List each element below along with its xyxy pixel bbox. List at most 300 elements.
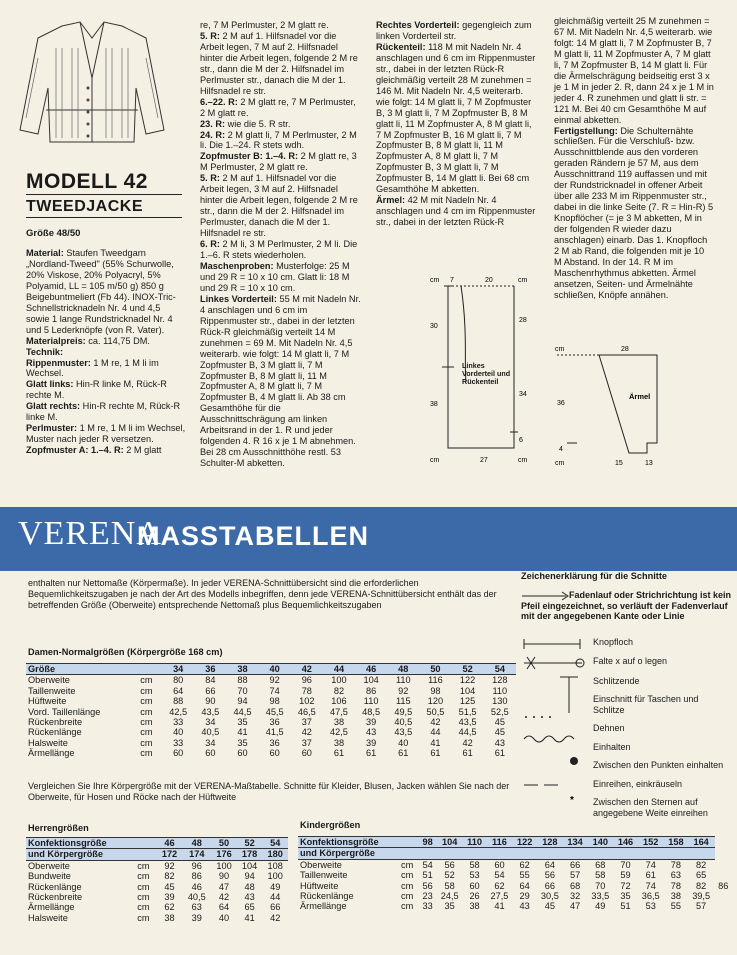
table-cell: 92 bbox=[398, 685, 409, 696]
table-cell bbox=[399, 837, 419, 848]
table-cell: 96 bbox=[191, 860, 202, 871]
kinder-table bbox=[298, 836, 732, 912]
paragraph-heading: 5. R: bbox=[200, 173, 220, 184]
table-cell: 180 bbox=[262, 849, 288, 860]
legend-item-punkte: Zwischen den Punkten einhalten bbox=[593, 760, 724, 770]
table-cell bbox=[563, 848, 587, 859]
schema1-text-27: 27 bbox=[480, 457, 488, 464]
paragraph-heading: Maschenproben: bbox=[200, 260, 274, 271]
table-cell: 40,5 bbox=[201, 727, 220, 738]
table-cell: 41 bbox=[494, 901, 505, 912]
table-cell: 58 bbox=[469, 859, 480, 870]
paragraph-text: 2 M glatt bbox=[123, 445, 162, 456]
table-cell: cm bbox=[137, 860, 150, 871]
table-cell: 128 bbox=[536, 837, 563, 848]
table-cell: 92 bbox=[269, 675, 280, 686]
table-cell: 40,5 bbox=[187, 892, 206, 903]
table-cell bbox=[688, 848, 715, 859]
table-cell: Taillenweite bbox=[300, 870, 348, 881]
table-cell: 64 bbox=[544, 859, 555, 870]
table-cell: 60 bbox=[494, 859, 505, 870]
schema2-text-36: 36 bbox=[557, 400, 565, 407]
table-cell: 164 bbox=[688, 837, 715, 848]
table-header-row bbox=[298, 848, 732, 859]
table-cell: 38 bbox=[670, 891, 682, 902]
table-cell: 36,5 bbox=[641, 891, 660, 902]
table-cell: Halsweite bbox=[28, 912, 68, 923]
table-cell bbox=[536, 848, 563, 859]
table-cell: Taillenweite bbox=[28, 685, 76, 696]
table-cell: 49 bbox=[270, 881, 281, 892]
table-cell: 61 bbox=[494, 748, 505, 759]
table-row bbox=[26, 871, 288, 881]
table-cell: 70 bbox=[620, 859, 631, 870]
schema1-text-7: 7 bbox=[450, 277, 454, 284]
table-row bbox=[26, 892, 288, 902]
paragraph-text: 2 M li, 3 M Perlmuster, 2 M li. Die 1.–6. R stets wiederholen. bbox=[200, 239, 358, 261]
table-cell: 66 bbox=[544, 880, 555, 891]
table-cell: 54 bbox=[484, 664, 516, 675]
table-cell: 50 bbox=[211, 838, 237, 849]
table-cell: 45 bbox=[494, 717, 505, 728]
paragraph bbox=[26, 248, 186, 336]
table-cell: 78 bbox=[670, 859, 682, 870]
table-cell: 42 bbox=[218, 892, 230, 903]
table-cell: 33 bbox=[173, 717, 184, 728]
table-cell: 84 bbox=[205, 675, 216, 686]
table-cell: 172 bbox=[157, 849, 183, 860]
paragraph bbox=[200, 119, 362, 130]
table-cell: 55 bbox=[670, 901, 682, 912]
instructions-col-1 bbox=[26, 248, 186, 456]
table-cell: 102 bbox=[299, 696, 315, 707]
table-cell: 110 bbox=[463, 837, 486, 848]
table-cell: 42,5 bbox=[169, 706, 188, 717]
table-cell: 120 bbox=[427, 696, 444, 707]
front-back-schematic bbox=[428, 272, 540, 467]
table-cell: cm bbox=[140, 706, 153, 717]
table-cell: 41 bbox=[244, 912, 255, 923]
brand-verena: VERENA bbox=[18, 515, 162, 552]
table-cell: 51 bbox=[422, 870, 433, 881]
table-cell: 122 bbox=[459, 675, 476, 686]
table-cell: 44 bbox=[270, 892, 281, 903]
table-cell: 39,5 bbox=[692, 891, 711, 902]
table-cell: 104 bbox=[459, 685, 476, 696]
table-row bbox=[298, 891, 732, 901]
table-cell: 38 bbox=[333, 737, 345, 748]
table-row bbox=[298, 901, 732, 911]
table-cell: Oberweite bbox=[28, 675, 70, 686]
table-cell: 52 bbox=[444, 870, 455, 881]
table-cell: 82 bbox=[333, 685, 345, 696]
table-cell: 100 bbox=[331, 675, 347, 686]
legend-item-sterne: Zwischen den Sternen auf angegebene Weite einreihen bbox=[593, 797, 708, 818]
legend-item-falte: Falte x auf o legen bbox=[593, 656, 668, 666]
paragraph-text: 2 M glatt re, 3 M Perlmuster, 2 M glatt re. bbox=[200, 151, 357, 173]
paragraph-heading: 5. R: bbox=[200, 30, 220, 41]
table-row bbox=[26, 902, 288, 912]
table-cell: 49 bbox=[595, 901, 606, 912]
table-cell: Ärmellänge bbox=[28, 902, 75, 913]
paragraph bbox=[200, 20, 362, 31]
schema2-text-cm-bottom: cm bbox=[555, 460, 565, 467]
table-cell: 41 bbox=[237, 727, 248, 738]
table-cell: Hüftweite bbox=[300, 880, 339, 891]
table-cell: 49,5 bbox=[394, 706, 413, 717]
legend-title: Zeichenerklärung für die Schnitte bbox=[521, 571, 668, 581]
table-cell: 74 bbox=[269, 685, 280, 696]
table-cell: 90 bbox=[205, 696, 216, 707]
table-cell: 44,5 bbox=[233, 706, 252, 717]
table-cell: 34 bbox=[205, 737, 216, 748]
table-cell: 53 bbox=[469, 870, 480, 881]
paragraph-text: 55 M mit Nadeln Nr. 4 anschlagen und 6 cm im Rippenmuster str., dabei in der letzten Rück-R gleichmäßig verteilt 14 M zunehmen = 69 M. Mit Nadeln Nr. 4,5 weiterarb. wie folgt: 14 M glatt li, 7 M Zopfmuster B, 3 M glatt li, 7 M Zopfmuster B, 8 M glatt li, 11 M Zopfmuster A, 8 M glatt li, 7 M Zopfmuster B, 4 M glatt li. Ab 38 cm Gesamthöhe für die Ausschnittschrägung am linken Arbeitsrand in der 1. R und jeder folgenden 4. R 16 x je 1 M abnehmen. Bei 28 cm Ausschnitthöhe restl. 53 Schulter-M abketten. bbox=[200, 293, 361, 469]
table-cell: 42,5 bbox=[330, 727, 348, 738]
table-cell: 104 bbox=[436, 837, 463, 848]
paragraph-text: ca. 114,75 DM. bbox=[85, 335, 150, 346]
table-cell: cm bbox=[401, 859, 414, 870]
table-cell bbox=[419, 848, 436, 859]
paragraph-text: wie die 5. R str. bbox=[225, 118, 291, 129]
table-cell: 70 bbox=[237, 685, 248, 696]
table-cell: 57 bbox=[569, 870, 581, 881]
table-row bbox=[26, 696, 516, 706]
table-cell: 174 bbox=[182, 849, 211, 860]
table-cell: 40 bbox=[398, 737, 409, 748]
table-cell: 45 bbox=[494, 727, 505, 738]
table-cell: 110 bbox=[395, 675, 411, 686]
paragraph-text: 1 M re, 1 M li im Wechsel. bbox=[26, 357, 159, 379]
table-cell: cm bbox=[137, 881, 150, 892]
table-cell: 45,5 bbox=[265, 706, 284, 717]
table-cell: 50 bbox=[419, 664, 451, 675]
table-cell: 45 bbox=[544, 901, 555, 912]
paragraph bbox=[26, 379, 186, 401]
table-cell: 70 bbox=[595, 880, 606, 891]
table-row bbox=[26, 717, 516, 727]
table-cell: cm bbox=[140, 748, 153, 759]
table-cell: 56 bbox=[444, 859, 455, 870]
size-label: Größe 48/50 bbox=[26, 228, 81, 239]
table-row bbox=[298, 881, 732, 891]
table-cell: cm bbox=[401, 880, 414, 891]
table-cell: 68 bbox=[569, 880, 581, 891]
paragraph-heading: Rückenteil: bbox=[376, 41, 426, 52]
table-cell: 59 bbox=[620, 870, 631, 881]
table-cell: Ärmellänge bbox=[28, 748, 75, 759]
table-cell: 36 bbox=[194, 664, 226, 675]
table-cell: 62 bbox=[519, 859, 530, 870]
table-cell: 60 bbox=[301, 748, 312, 759]
table-cell: 86 bbox=[366, 685, 377, 696]
table-cell: 44,5 bbox=[458, 727, 477, 738]
legend-item-einreihen: Einreihen, einkräuseln bbox=[593, 779, 683, 789]
table-cell: 40 bbox=[259, 664, 291, 675]
table-cell: 178 bbox=[237, 849, 263, 860]
table-cell: 51,5 bbox=[458, 706, 477, 717]
table-cell: cm bbox=[401, 901, 414, 912]
table-cell: 46 bbox=[157, 838, 183, 849]
table-cell: 43,5 bbox=[458, 717, 477, 728]
legend-item-dehnen: Dehnen bbox=[593, 723, 625, 733]
table-cell: 43 bbox=[366, 727, 377, 738]
legend-item-fadenlauf: Fadenlauf oder Strichrichtung ist kein Pfeil eingezeichnet, so verläuft der Fadenverlauf mit der angegebenen Kante oder Linie bbox=[521, 590, 732, 621]
table-cell: 60 bbox=[269, 748, 280, 759]
table-cell: 92 bbox=[164, 860, 175, 871]
paragraph-text: 2 M glatt li, 7 M Perlmuster, 2 M li. Die 1.–24. R stets wdh. bbox=[200, 129, 357, 151]
paragraph-heading: 6. R: bbox=[200, 239, 220, 250]
paragraph-text: re, 7 M Perlmuster, 2 M glatt re. bbox=[200, 20, 329, 30]
paragraph bbox=[376, 42, 538, 195]
table-cell: 48 bbox=[387, 664, 419, 675]
table-cell bbox=[513, 848, 537, 859]
table-cell: 104 bbox=[363, 675, 379, 686]
table-cell: 86 bbox=[191, 871, 202, 882]
table-cell: 35 bbox=[237, 717, 248, 728]
paragraph-text: Musterfolge: 25 M und 29 R = 10 x 10 cm. Glatt li: 18 M und 29 R = 10 x 10 cm. bbox=[200, 260, 350, 293]
table-cell: Rückenlänge bbox=[28, 727, 82, 738]
table-cell: 24,5 bbox=[440, 891, 459, 902]
table-cell: cm bbox=[137, 902, 150, 913]
table-cell: 65 bbox=[696, 870, 707, 881]
table-cell: 98 bbox=[430, 685, 441, 696]
table-cell: 30,5 bbox=[540, 891, 559, 902]
table-cell: 32 bbox=[569, 891, 581, 902]
table-cell: 33 bbox=[422, 901, 433, 912]
paragraph-heading: Glatt rechts: bbox=[26, 401, 81, 412]
table-cell: 35 bbox=[620, 891, 631, 902]
paragraph bbox=[200, 31, 362, 97]
schema2-text-28: 28 bbox=[621, 346, 629, 353]
table-cell: 88 bbox=[237, 675, 248, 686]
table-cell: 62 bbox=[164, 902, 175, 913]
band-title: MASSTABELLEN bbox=[137, 521, 369, 551]
table-cell: 34 bbox=[205, 717, 216, 728]
paragraph bbox=[376, 195, 538, 228]
table-cell: cm bbox=[401, 870, 414, 881]
table-row bbox=[26, 913, 288, 923]
table-cell: 33,5 bbox=[591, 891, 610, 902]
table-row bbox=[26, 727, 516, 737]
table-header-row bbox=[26, 849, 288, 860]
table-cell: 43 bbox=[519, 901, 530, 912]
table-cell: 128 bbox=[492, 675, 508, 686]
table-cell: 41,5 bbox=[265, 727, 284, 738]
table-cell: 42 bbox=[301, 727, 312, 738]
paragraph-text: gleichmäßig verteilt 25 M zunehmen = 67 M. Mit Nadeln Nr. 4,5 weiterarb. wie folgt: 14 M glatt li, 7 M Zopfmuster B, 7 M glatt li, 11 M Zopfmuster A, 7 M glatt li, 7 M Zopfmuster B, 14 M glatt li. Für die Ärmelschrägung beidseitig erst 3 x je 1 M in jeder 2. R, dann 24 x je 1 M in jeder 4. R zunehmen und glatt li str. = 121 M. Bei 40 cm Gesamthöhe M auf einmal abketten. bbox=[554, 16, 714, 125]
schema1-text-6: 6 bbox=[519, 437, 523, 444]
table-header-row bbox=[298, 837, 732, 848]
table-cell: Rückenlänge bbox=[300, 891, 354, 902]
intro-text: enthalten nur Nettomaße (Körpermaße). In jeder VERENA-Schnittübersicht sind die erforderlichen Bequemlichkeitszugaben je nach der Art des Modells inbegriffen, denn jede VERENA-Schnittübersicht enthält das der betreffenden Größe (Oberweite) entsprechende Nettomaß plus Bequemlichkeitszugaben bbox=[28, 578, 497, 610]
table-cell: 152 bbox=[637, 837, 664, 848]
paragraph bbox=[200, 97, 362, 119]
table-cell: 116 bbox=[486, 837, 513, 848]
table-cell: 39 bbox=[366, 717, 377, 728]
table-cell: 43 bbox=[244, 892, 255, 903]
table-cell: und Körpergröße bbox=[298, 848, 399, 859]
table-cell: 54 bbox=[494, 870, 505, 881]
paragraph-text: 2 M auf 1. Hilfsnadel vor die Arbeit legen, 7 M auf 2. Hilfsnadel hinter die Arbeit legen, folgende 2 M re str., dann die M der 2. Hilfsnadel im Perlmuster str., danach die M der 1. Hilfsnadel re str. bbox=[200, 30, 358, 96]
table-cell: 46 bbox=[355, 664, 387, 675]
herren-caption: Herrengrößen bbox=[28, 823, 89, 833]
table-cell: 27,5 bbox=[490, 891, 509, 902]
herren-table bbox=[26, 837, 288, 923]
table-cell: cm bbox=[140, 727, 153, 738]
table-cell: 43,5 bbox=[394, 727, 413, 738]
paragraph bbox=[200, 151, 362, 173]
paragraph-heading: 24. R: bbox=[200, 129, 226, 140]
table-cell: 42 bbox=[270, 912, 281, 923]
paragraph-text: Hin-R rechte M, Rück-R linke M. bbox=[26, 401, 181, 423]
table-row bbox=[26, 707, 516, 717]
table-cell: 66 bbox=[270, 902, 281, 913]
table-cell: 58 bbox=[444, 880, 455, 891]
table-cell: 115 bbox=[395, 696, 411, 707]
paragraph bbox=[26, 358, 186, 380]
table-cell: 40,5 bbox=[394, 717, 413, 728]
paragraph-text: Staufen Tweedgarn „Nordland-Tweed" (55% Schurwolle, 20% Viskose, 20% Polyacryl, 5% Polyamid, LL = 105 m/50 g) 850 g Beigebuntmeliert (Fb 44). INOX-Tric-Schnellstricknadeln Nr. 4 und 4,5 sowie 1 lange Rundstricknadel Nr. 4 und 5 Lederknöpfe (von R. Vater). bbox=[26, 248, 176, 335]
table-cell: 82 bbox=[696, 859, 707, 870]
table-cell: 40 bbox=[218, 912, 230, 923]
table-cell: 56 bbox=[544, 870, 555, 881]
paragraph bbox=[200, 239, 362, 261]
table-cell bbox=[614, 848, 638, 859]
paragraph bbox=[554, 126, 714, 301]
paragraph bbox=[26, 347, 186, 358]
legend-item-schlitzende: Schlitzende bbox=[593, 676, 640, 686]
paragraph bbox=[200, 173, 362, 239]
instructions-col-2 bbox=[200, 20, 362, 469]
table-cell: 62 bbox=[494, 880, 505, 891]
table-cell: 54 bbox=[422, 859, 433, 870]
table-cell: 66 bbox=[569, 859, 581, 870]
table-row bbox=[26, 882, 288, 892]
table-cell: cm bbox=[140, 717, 153, 728]
paragraph-text: 2 M auf 1. Hilfsnadel vor die Arbeit legen, 3 M auf 2. Hilfsnadel hinter die Arbeit legen, folgende 2 M re str., dann die M der 2. Hilfsnadel im Perlmuster, danach die M der 1. Hilfsnadel re str. bbox=[200, 173, 358, 239]
table-cell: 74 bbox=[645, 859, 656, 870]
table-cell: 36 bbox=[269, 737, 280, 748]
table-cell: Konfektionsgröße bbox=[298, 837, 399, 848]
schema1-text-cm-top: cm bbox=[430, 277, 440, 284]
table-cell: 48,5 bbox=[362, 706, 381, 717]
table-cell: 78 bbox=[670, 880, 682, 891]
table-cell: 61 bbox=[398, 748, 409, 759]
table-cell bbox=[399, 848, 419, 859]
paragraph bbox=[26, 336, 186, 347]
table-cell: cm bbox=[140, 696, 153, 707]
table-cell: 130 bbox=[492, 696, 508, 707]
table-row bbox=[298, 870, 732, 880]
table-cell: 23 bbox=[422, 891, 433, 902]
paragraph bbox=[554, 16, 714, 126]
paragraph-heading: 23. R: bbox=[200, 118, 226, 129]
table-cell: 94 bbox=[237, 696, 248, 707]
table-cell: 60 bbox=[237, 748, 248, 759]
table-cell bbox=[463, 848, 486, 859]
table-row bbox=[26, 738, 516, 748]
table-cell: 58 bbox=[595, 870, 606, 881]
table-cell: cm bbox=[140, 737, 153, 748]
paragraph-text: Hin-R linke M, Rück-R rechte M. bbox=[26, 379, 167, 401]
table-cell: 38 bbox=[164, 912, 175, 923]
schema1-text-cm-bottom-right: cm bbox=[518, 457, 528, 464]
table-cell: 106 bbox=[331, 696, 347, 707]
schema2-text-15: 15 bbox=[615, 460, 623, 467]
jacket-sketch bbox=[18, 18, 166, 148]
table-cell: 29 bbox=[519, 891, 530, 902]
table-cell: 82 bbox=[164, 871, 175, 882]
table-cell: 48 bbox=[182, 838, 211, 849]
paragraph-text: 2 M glatt re, 7 M Perlmuster, 2 M glatt re. bbox=[200, 96, 356, 118]
table-cell: Größe bbox=[26, 664, 138, 675]
table-cell: 50,5 bbox=[426, 706, 445, 717]
table-cell: 134 bbox=[563, 837, 587, 848]
table-cell: 68 bbox=[595, 859, 606, 870]
table-cell: cm bbox=[137, 892, 150, 903]
kinder-caption: Kindergrößen bbox=[300, 820, 361, 830]
table-cell: 46,5 bbox=[297, 706, 316, 717]
table-cell: 39 bbox=[164, 892, 175, 903]
table-cell: 100 bbox=[267, 871, 283, 882]
table-cell: 64 bbox=[519, 880, 530, 891]
table-cell: 98 bbox=[419, 837, 436, 848]
legend-item-einhalten: Einhalten bbox=[593, 742, 631, 752]
schema2-text-cm-top: cm bbox=[555, 346, 565, 353]
table-cell: cm bbox=[140, 685, 153, 696]
table-cell: 116 bbox=[428, 675, 443, 686]
table-cell: 39 bbox=[191, 912, 202, 923]
table-cell: 61 bbox=[645, 870, 656, 881]
table-cell bbox=[436, 848, 463, 859]
table-cell: 57 bbox=[696, 901, 707, 912]
damen-caption: Damen-Normalgrößen (Körpergröße 168 cm) bbox=[28, 647, 223, 657]
table-row bbox=[298, 859, 732, 870]
table-cell: 52 bbox=[237, 838, 263, 849]
table-cell: Konfektionsgröße bbox=[26, 838, 135, 849]
table-cell: 44 bbox=[323, 664, 355, 675]
table-cell: 43,5 bbox=[201, 706, 220, 717]
table-cell: 52,5 bbox=[490, 706, 509, 717]
table-row bbox=[26, 686, 516, 696]
schema1-text-20: 20 bbox=[485, 277, 493, 284]
table-cell bbox=[587, 848, 614, 859]
table-cell: 47 bbox=[218, 881, 230, 892]
table-cell: cm bbox=[137, 871, 150, 882]
table-cell: 61 bbox=[430, 748, 441, 759]
table-cell: 53 bbox=[645, 901, 656, 912]
paragraph-heading: Zopfmuster A: 1.–4. R: bbox=[26, 445, 124, 456]
paragraph-heading: Material: bbox=[26, 248, 64, 258]
table-cell: 56 bbox=[422, 880, 433, 891]
paragraph-text: 42 M mit Nadeln Nr. 4 anschlagen und 4 cm im Rippenmuster str., dabei in der letzten Rück-R bbox=[376, 195, 536, 228]
schema1-label: Linkes Vorderteil und Rückenteil bbox=[462, 362, 511, 386]
schema1-text-30: 30 bbox=[430, 323, 438, 330]
table-cell bbox=[637, 848, 664, 859]
paragraph-text: Die Schulternähte schließen. Für die Verschluß- bzw. Ausschnittblende aus den vorderen geraden Rändern je 57 M, aus dem Ausschnittrand 119 auffassen und mit der Rundstricknadel in offener Arbeit über alle 233 M im Rippenmuster str., dabei in die linke Seite (7. R = Hin-R) 5 Knopflöcher (= je 3 M abketten, M in der folgenden R wieder dazu anschlagen) einarb. Das 1. Knopfloch 2 M ab Rand, die folgenden mit je 10 M Abstand. In der 14. R M im Maschenrhythmus abketten. Ärmel ansetzen, Seiten- und Ärmelnähte schließen, Knöpfe annähen. bbox=[554, 125, 714, 300]
subtitle-rule bbox=[26, 217, 182, 218]
table-row bbox=[26, 748, 516, 758]
schema2-text-13: 13 bbox=[645, 460, 653, 467]
table-cell: 122 bbox=[513, 837, 537, 848]
table-cell: 61 bbox=[366, 748, 377, 759]
instructions-col-4 bbox=[554, 16, 714, 301]
table-cell: 37 bbox=[301, 737, 312, 748]
table-cell: cm bbox=[401, 891, 414, 902]
table-row bbox=[26, 860, 288, 871]
table-cell: 88 bbox=[173, 696, 184, 707]
